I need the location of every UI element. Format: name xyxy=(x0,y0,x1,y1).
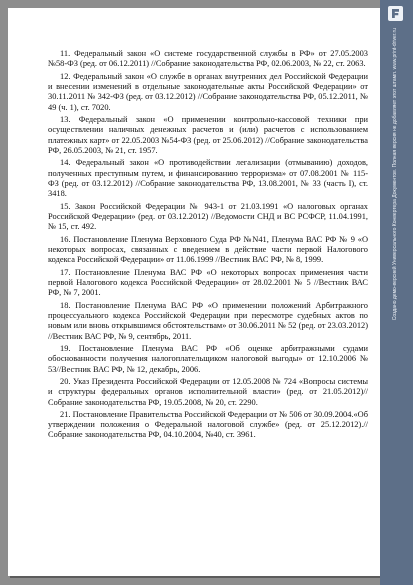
watermark-text: Создано демо-версией Универсального Конвертера Документов. Полная версия не добавляет этот штамп. www.print-driver.ru xyxy=(392,28,398,321)
document-text xyxy=(48,49,368,443)
document-converter-logo-icon xyxy=(388,6,403,21)
watermark-strip xyxy=(380,0,413,585)
document-page xyxy=(8,8,380,576)
list-item: 11. Федеральный закон «О системе государственной службы в РФ» от 27.05.2003 №58-ФЗ (ред. от 06.12.2011) //Собрание законодательства РФ, 02.06.2003, № 22, ст. 2063. xyxy=(48,49,368,69)
list-item: 21. Постановление Правительства Российской Федерации от № 506 от 30.09.2004.«Об утверждении положения о Федеральной налоговой службе» (ред. от 25.12.2012).//Собрание законодательства РФ, 04.10.2004, №40, ст. 3961. xyxy=(48,409,368,440)
list-item: 13. Федеральный закон «О применении контрольно-кассовой техники при осуществлении наличных денежных расчетов и (или) расчетов с использованием платежных карт» от 22.05.2003 №54-ФЗ (ред. от 25.06.2012) //Собрание законодательства РФ, 26.05.2003, № 21, ст. 1957. xyxy=(48,114,368,155)
list-item: 15. Закон Российской Федерации № 943-1 от 21.03.1991 «О налоговых органах Российской Федерации» (ред. от 03.12.2012) //Ведомости СНД и ВС РСФСР, 11.04.1991, № 15, ст. 492. xyxy=(48,201,368,232)
list-item: 14. Федеральный закон «О противодействии легализации (отмыванию) доходов, полученных преступным путем, и финансированию терроризма» от 07.08.2001 № 115-ФЗ (ред. от 03.12.2012) //Собрание законодательства РФ, 13.08.2001, № 33 (часть I), ст. 3418. xyxy=(48,158,368,199)
list-item: 20. Указ Президента Российской Федерации от 12.05.2008 № 724 «Вопросы системы и структуры федеральных органов исполнительной власти» (ред. от 21.05.2012)//Собрание законодательства РФ, 19.05.2008, № 20, ст. 2290. xyxy=(48,376,368,407)
list-item: 12. Федеральный закон «О службе в органах внутренних дел Российской Федерации и внесении изменений в отдельные законодательные акты Российской Федерации» от 30.11.2011 № 342-ФЗ (ред. от 03.12.2012) //Собрание законодательства РФ, 05.12.2011, № 49 (ч. 1), ст. 7020. xyxy=(48,71,368,112)
list-item: 18. Постановление Пленума ВАС РФ «О применении положений Арбитражного процессуального кодекса Российской Федерации при пересмотре судебных актов по новым или вновь открывшимся обстоятельствам» от 30.06.2011 № 52 (ред. от 23.03.2012) //Вестник ВАС РФ, № 9, сентябрь, 2011. xyxy=(48,300,368,341)
list-item: 19. Постановление Пленума ВАС РФ «Об оценке арбитражными судами обоснованности получения налогоплательщиком налоговой выгоды» от 12.10.2006 № 53//Вестник ВАС РФ, № 12, декабрь, 2006. xyxy=(48,343,368,374)
list-item: 17. Постановление Пленума ВАС РФ «О некоторых вопросах применения части первой Налогового кодекса Российской Федерации» от 28.02.2001 № 5 //Вестник ВАС РФ, № 7, 2001. xyxy=(48,267,368,298)
list-item: 16. Постановление Пленума Верховного Суда РФ №N41, Пленума ВАС РФ № 9 «О некоторых вопросах, связанных с введением в действие части первой Налогового кодекса Российской Федерации» от 11.06.1999 //Вестник ВАС РФ, № 8, 1999. xyxy=(48,234,368,265)
